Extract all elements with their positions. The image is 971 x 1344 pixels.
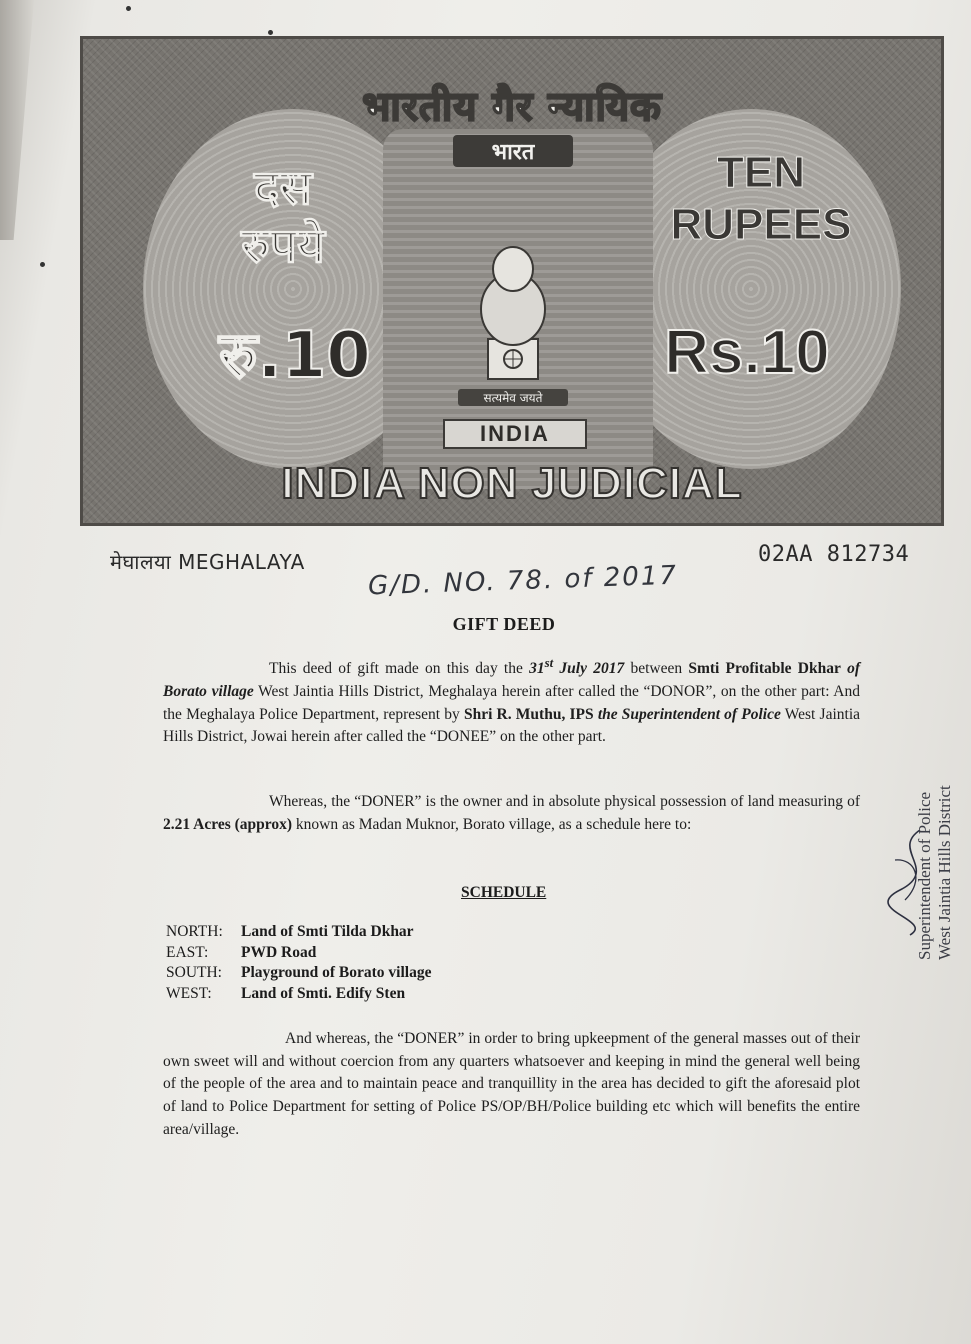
- stamp-left-line2: रुपये: [241, 218, 325, 274]
- stamp-hindi-title: भारतीय गैर न्यायिक: [362, 84, 662, 130]
- stamp-right-amount: Rs.10: [664, 318, 830, 387]
- schedule-boundary: PWD Road: [241, 943, 317, 961]
- text-span: This deed of gift made on this day the: [269, 660, 530, 678]
- speck: [126, 6, 131, 11]
- deed-date-day: 31: [529, 660, 545, 678]
- paper-fold: [0, 0, 34, 240]
- speck: [268, 30, 273, 35]
- schedule-boundary: Land of Smti. Edify Sten: [241, 984, 406, 1002]
- stamp-serial-number: 02AA 812734: [758, 542, 910, 567]
- schedule-row: [166, 963, 431, 984]
- stamp-country-label: INDIA: [443, 419, 587, 449]
- deed-date-suffix: st: [544, 655, 554, 670]
- stamp-left-denomination: [193, 159, 373, 275]
- schedule-boundary: Playground of Borato village: [241, 964, 432, 981]
- paragraph-parties: [163, 652, 860, 749]
- donor-name: Smti Profitable Dkhar: [688, 660, 841, 678]
- stamp-right-line1: TEN: [717, 148, 805, 197]
- text-span: Whereas, the “DONER” is the owner and in absolute physical possession of land measuring of: [269, 793, 860, 810]
- schedule-row: [166, 943, 431, 964]
- schedule-list: [166, 922, 431, 1004]
- side-stamp-line2: West Jaintia Hills District: [935, 785, 954, 960]
- schedule-direction: EAST:: [166, 943, 209, 961]
- lion-capital-emblem-icon: [458, 229, 568, 409]
- donee-name: Shri R. Muthu, IPS: [463, 705, 594, 723]
- stamp-left-amount: रु.10: [219, 319, 371, 393]
- schedule-heading: SCHEDULE: [461, 884, 547, 901]
- handwritten-reference: G/D. NO. 78. of 2017: [367, 560, 679, 602]
- schedule-direction: NORTH:: [166, 923, 223, 940]
- text-span: West Jaintia Hills District, Jowai herein after called the “DONEE” on the other part.: [163, 705, 861, 746]
- schedule-boundary: Land of Smti Tilda Dkhar: [241, 923, 414, 940]
- stamp-footer-title: INDIA NON JUDICIAL: [281, 459, 743, 508]
- side-stamp-line1: Superintendent of Police: [915, 791, 934, 960]
- deed-date-rest: July 2017: [553, 660, 625, 678]
- land-area: 2.21 Acres (approx): [163, 815, 293, 833]
- text-span: known as Madan Muknor, Borato village, as a schedule here to:: [292, 815, 692, 833]
- text-span: West Jaintia Hills District, Meghalaya herein after called the “DONOR”, on the other part: And the Meghalaya Police Department, represent by: [163, 682, 861, 723]
- stamp-bharat-label: भारत: [453, 135, 573, 167]
- paragraph-purpose: And whereas, the “DONER” in order to bring upkeepment of the general masses out of their own sweet will and without coercion from any quarters whatsoever and keeping in mind the general well being of the people of the area and to maintain peace and tranquillity in the area has decided to gift the aforesaid plot of land to Police Department for setting of Police PS/OP/BH/Police building etc which will benefits the entire area/village.: [163, 1030, 860, 1138]
- stamp-right-denomination: [661, 147, 861, 251]
- schedule-row: [166, 984, 431, 1005]
- speck: [40, 262, 45, 267]
- schedule-row: [166, 922, 431, 943]
- official-rubber-stamp: [915, 785, 955, 960]
- state-name: मेघालया MEGHALAYA: [110, 550, 305, 574]
- stamp-right-line2: RUPEES: [670, 200, 852, 249]
- paragraph-land: [163, 791, 860, 836]
- donor-village: of Borato village: [163, 660, 860, 700]
- text-span: between: [624, 660, 689, 678]
- document-title: GIFT DEED: [452, 614, 556, 634]
- stamp-left-line1: दस: [254, 160, 312, 216]
- non-judicial-stamp: [80, 36, 944, 526]
- donee-role: the Superintendent of Police: [593, 705, 781, 723]
- schedule-direction: SOUTH:: [166, 964, 222, 981]
- stamp-motto: सत्यमेव जयते: [458, 389, 568, 406]
- schedule-direction: WEST:: [166, 984, 212, 1002]
